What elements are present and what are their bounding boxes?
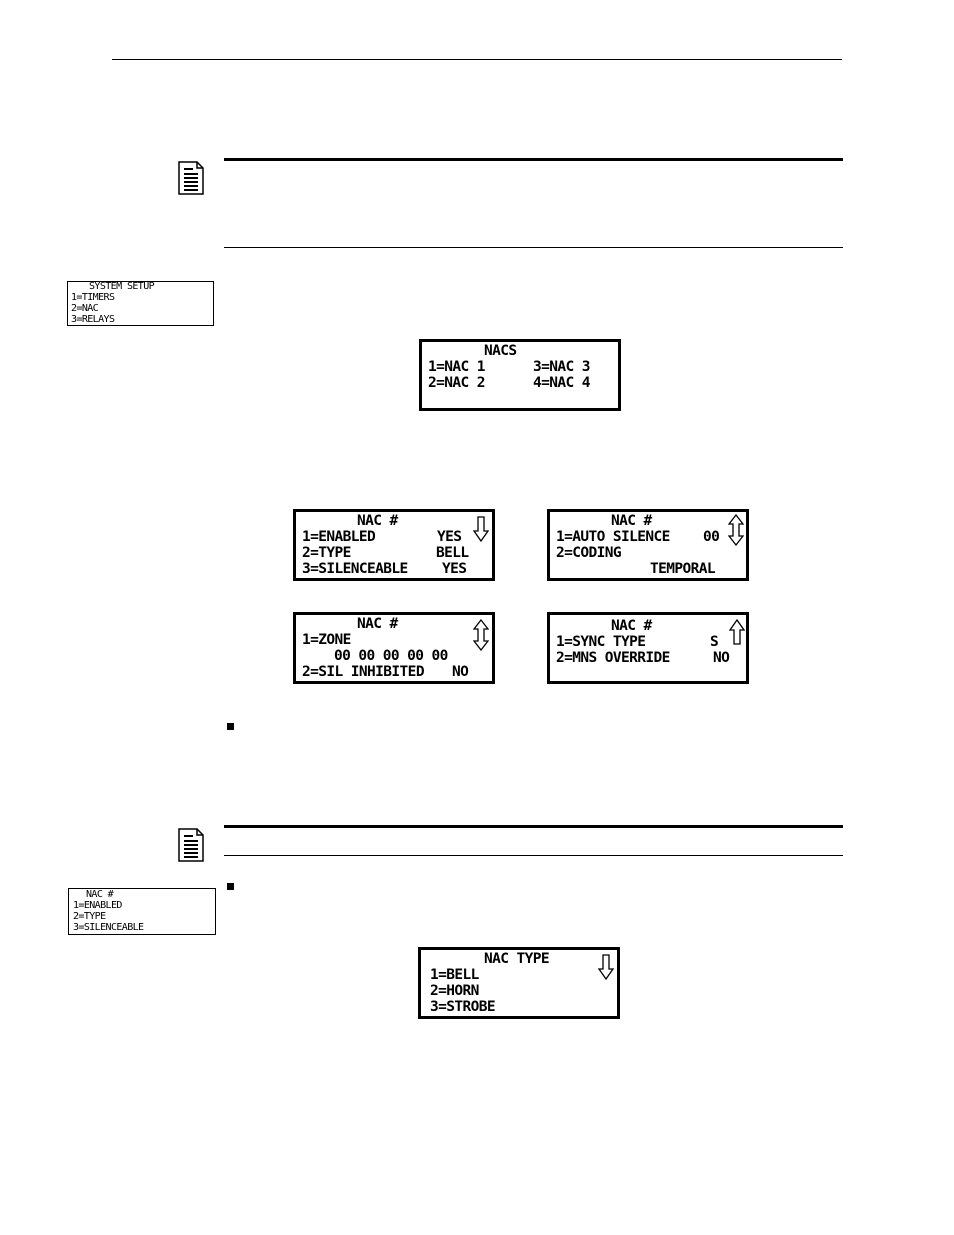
sync-type-label: 1=SYNC TYPE	[556, 634, 646, 650]
nac-screen-3	[293, 612, 495, 684]
nac-type-strobe: 3=STROBE	[430, 999, 496, 1015]
nac-small-type: 2=TYPE	[73, 911, 106, 922]
zone-label: 1=ZONE	[302, 632, 351, 648]
nacs-title: NACS	[484, 343, 517, 359]
nac-type-horn: 2=HORN	[430, 983, 479, 999]
auto-silence-label: 1=AUTO SILENCE	[556, 529, 670, 545]
sil-inhibited-label: 2=SIL INHIBITED	[302, 664, 424, 680]
down-arrow-icon	[473, 516, 489, 542]
type-value: BELL	[436, 545, 469, 561]
sil-inhibited-value: NO	[452, 664, 469, 680]
up-down-arrow-icon	[473, 619, 489, 651]
system-setup-title: SYSTEM SETUP	[89, 281, 155, 292]
note-icon	[178, 828, 204, 862]
nac-small-enabled: 1=ENABLED	[73, 900, 122, 911]
menu-item-timers: 1=TIMERS	[71, 292, 115, 303]
nacs-item-nac3: 3=NAC 3	[533, 359, 590, 375]
type-label: 2=TYPE	[302, 545, 351, 561]
menu-item-relays: 3=RELAYS	[71, 314, 115, 325]
nac-small-display	[68, 888, 216, 935]
nac-screen-2-title: NAC #	[611, 513, 652, 529]
nac-screen-1-title: NAC #	[357, 513, 398, 529]
up-down-arrow-icon	[728, 514, 744, 546]
nacs-display	[419, 339, 621, 411]
note-icon	[178, 161, 204, 195]
nac-screen-3-title: NAC #	[357, 616, 398, 632]
nac-screen-1	[293, 509, 495, 581]
enabled-value: YES	[437, 529, 462, 545]
note-bottom-rule	[224, 247, 843, 248]
nac-type-bell: 1=BELL	[430, 967, 479, 983]
down-arrow-icon	[598, 954, 614, 980]
note-bottom-rule	[224, 855, 843, 856]
nac-small-title: NAC #	[86, 889, 114, 900]
nac-small-silenceable: 3=SILENCEABLE	[73, 922, 144, 933]
sync-type-value: S	[710, 634, 719, 650]
note-top-rule	[224, 825, 843, 828]
silenceable-label: 3=SILENCEABLE	[302, 561, 408, 577]
auto-silence-value: 00	[703, 529, 720, 545]
silenceable-value: YES	[442, 561, 467, 577]
coding-label: 2=CODING	[556, 545, 622, 561]
nac-screen-4	[547, 612, 749, 684]
enabled-label: 1=ENABLED	[302, 529, 376, 545]
nac-screen-4-title: NAC #	[611, 618, 652, 634]
zone-values: 00 00 00 00 00	[334, 648, 448, 664]
nacs-item-nac2: 2=NAC 2	[428, 375, 485, 391]
nac-type-title: NAC TYPE	[484, 951, 550, 967]
header-rule	[112, 59, 842, 60]
square-bullet-icon	[227, 723, 234, 730]
up-arrow-icon	[729, 619, 745, 645]
nac-screen-2	[547, 509, 749, 581]
note-top-rule	[224, 158, 843, 161]
menu-item-nac: 2=NAC	[71, 303, 99, 314]
coding-value: TEMPORAL	[650, 561, 716, 577]
nacs-item-nac1: 1=NAC 1	[428, 359, 485, 375]
mns-override-label: 2=MNS OVERRIDE	[556, 650, 670, 666]
mns-override-value: NO	[713, 650, 730, 666]
system-setup-display	[67, 281, 214, 326]
nac-type-display	[418, 947, 620, 1019]
nacs-item-nac4: 4=NAC 4	[533, 375, 590, 391]
square-bullet-icon	[227, 883, 234, 890]
